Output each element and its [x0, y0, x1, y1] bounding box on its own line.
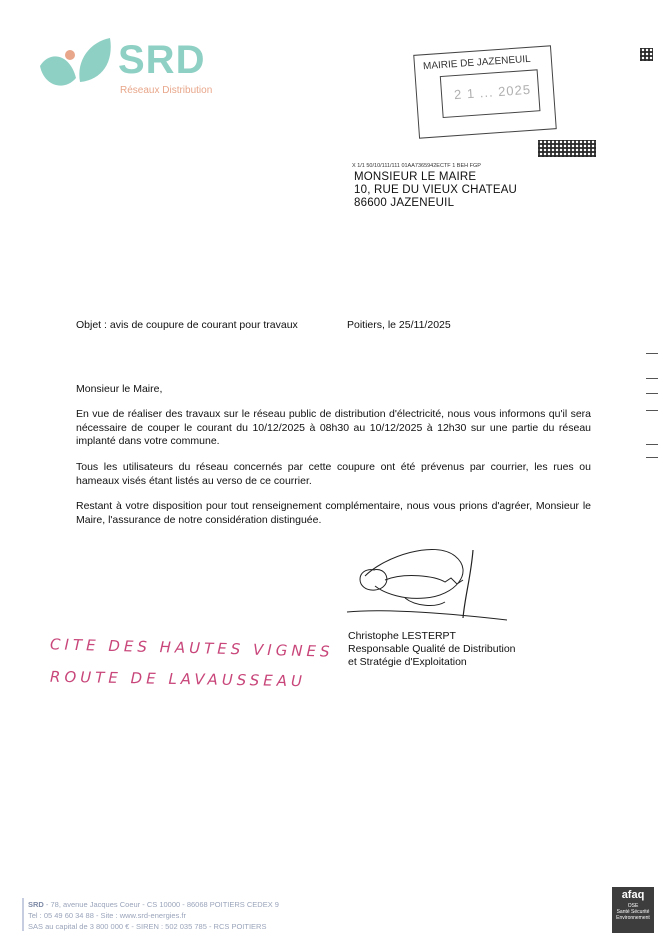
datamatrix-small-icon [640, 48, 653, 61]
afaq-sub-2: Santé Sécurité Environnement [616, 909, 650, 921]
footer [28, 899, 279, 932]
postal-ref-code: X 1/1 50/10/111/111 01AA7365942ECTF 1 BEH FGP [352, 163, 481, 169]
stamp-date: 2 1 ... 2025 [453, 81, 532, 103]
afaq-certification-badge [612, 887, 654, 933]
letter-paragraph-3: Restant à votre disposition pour tout renseignement complémentaire, nous vous prions d'agréer, Monsieur le Maire, l'assurance de notre considération distinguée. [76, 500, 591, 526]
afaq-subtitle [614, 903, 652, 921]
recipient-line-3: 86600 JAZENEUIL [354, 197, 455, 209]
footer-line-3: SAS au capital de 3 800 000 € - SIREN : 502 035 785 - RCS POITIERS [28, 922, 267, 931]
margin-tick [646, 393, 658, 394]
srd-logo [36, 36, 236, 102]
stamp-date-box [440, 69, 541, 118]
footer-line-1 [28, 899, 279, 910]
handwritten-signature [345, 536, 510, 628]
recipient-line-1: MONSIEUR LE MAIRE [354, 171, 477, 183]
margin-tick [646, 457, 658, 458]
signatory-title-1: Responsable Qualité de Distribution [348, 643, 516, 655]
recipient-line-2: 10, RUE DU VIEUX CHATEAU [354, 184, 518, 196]
letter-paragraph-1: En vue de réaliser des travaux sur le réseau public de distribution d'électricité, nous vous informons qu'il sera nécessaire de couper le courant du 10/12/2025 à 08h30 au 10/12/2025 à 12h30 sur une partie du réseau implanté dans votre commune. [76, 408, 591, 447]
footer-line-2: Tel : 05 49 60 34 88 - Site : www.srd-energies.fr [28, 911, 186, 920]
margin-tick [646, 444, 658, 445]
signatory-name: Christophe LESTERPT [348, 630, 456, 642]
stamp-title: MAIRIE DE JAZENEUIL [422, 53, 532, 73]
footer-address: - 78, avenue Jacques Coeur - CS 10000 - 86068 POITIERS CEDEX 9 [43, 900, 279, 909]
margin-tick [646, 378, 658, 379]
letter-salutation: Monsieur le Maire, [76, 383, 163, 395]
mairie-stamp [413, 45, 557, 138]
letter-paragraph-2: Tous les utilisateurs du réseau concernés par cette coupure ont été prévenus par courrier, les rues ou hameaux visés étant listés au verso de ce courrier. [76, 461, 591, 487]
leaf-logo-icon [36, 36, 116, 98]
handwritten-note-2: ROUTE DE LAVAUSSEAU [49, 667, 307, 691]
afaq-sub-1: OSE [627, 903, 639, 909]
datamatrix-icon [538, 140, 596, 157]
margin-tick [646, 353, 658, 354]
logo-tagline: Réseaux Distribution [120, 85, 213, 96]
margin-tick [646, 410, 658, 411]
footer-company: SRD [28, 900, 44, 909]
signatory-title-2: et Stratégie d'Exploitation [348, 656, 467, 668]
footer-divider [22, 898, 24, 931]
letter-subject: Objet : avis de coupure de courant pour travaux [76, 319, 298, 331]
handwritten-note-1: CITE DES HAUTES VIGNES [49, 635, 334, 661]
letter-place-date: Poitiers, le 25/11/2025 [347, 319, 451, 331]
logo-wordmark: SRD [118, 38, 206, 82]
afaq-logo: afaq [621, 889, 645, 901]
